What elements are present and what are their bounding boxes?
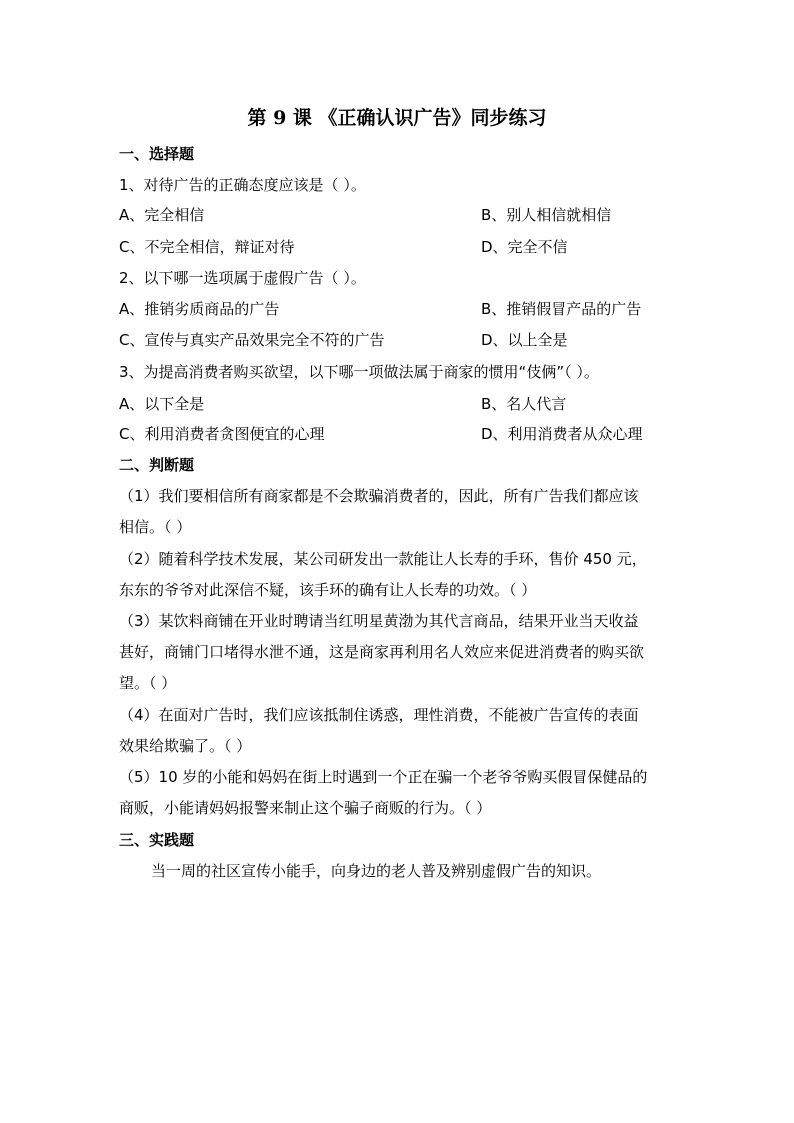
judge-4-line-1: （4）在面对广告时，我们应该抵制住诱惑，理性消费，不能被广告宣传的表面 <box>119 706 639 724</box>
practice-task: 当一周的社区宣传小能手，向身边的老人普及辨别虚假广告的知识。 <box>151 862 602 880</box>
judge-1-line-1: （1）我们要相信所有商家都是不会欺骗消费者的，因此，所有广告我们都应该 <box>119 487 639 505</box>
question-1-option-a: A、完全相信 <box>119 206 205 224</box>
question-3-stem: 3、为提高消费者购买欲望，以下哪一项做法属于商家的惯用“伎俩”（ ）。 <box>119 363 599 381</box>
page-title: 第 9 课 《正确认识广告》同步练习 <box>247 107 547 129</box>
judge-1-line-2: 相信。（ ） <box>119 518 192 536</box>
question-2-option-c: C、宣传与真实产品效果完全不符的广告 <box>119 331 385 349</box>
question-2-stem: 2、以下哪一选项属于虚假广告（ ）。 <box>119 269 366 287</box>
judge-2-line-1: （2）随着科学技术发展，某公司研发出一款能让人长寿的手环，售价 450 元， <box>119 550 647 568</box>
question-2-option-d: D、以上全是 <box>481 331 568 349</box>
judge-3-line-2: 甚好，商铺门口堵得水泄不通，这是商家再利用名人效应来促进消费者的购买欲 <box>119 643 645 661</box>
judge-3-line-3: 望。（ ） <box>119 674 177 692</box>
section-heading-choice: 一、选择题 <box>119 145 195 163</box>
section-heading-judge: 二、判断题 <box>119 456 195 474</box>
question-3-option-b: B、名人代言 <box>481 395 567 413</box>
judge-2-line-2: 东东的爷爷对此深信不疑，该手环的确有让人长寿的功效。（ ） <box>119 581 537 599</box>
question-1-option-d: D、完全不信 <box>481 238 568 256</box>
question-1-option-b: B、别人相信就相信 <box>481 206 612 224</box>
question-3-option-c: C、利用消费者贪图便宜的心理 <box>119 425 325 443</box>
judge-5-line-1: （5）10 岁的小能和妈妈在街上时遇到一个正在骗一个老爷爷购买假冒保健品的 <box>119 768 648 786</box>
question-2-option-b: B、推销假冒产品的广告 <box>481 300 642 318</box>
judge-5-line-2: 商贩，小能请妈妈报警来制止这个骗子商贩的行为。（ ） <box>119 799 492 817</box>
question-1-stem: 1、对待广告的正确态度应该是（ ）。 <box>119 176 366 194</box>
judge-4-line-2: 效果给欺骗了。（ ） <box>119 737 252 755</box>
question-1-option-c: C、不完全相信，辩证对待 <box>119 238 295 256</box>
section-heading-practice: 三、实践题 <box>119 831 195 849</box>
question-3-option-d: D、利用消费者从众心理 <box>481 425 643 443</box>
question-3-option-a: A、以下全是 <box>119 395 205 413</box>
question-2-option-a: A、推销劣质商品的广告 <box>119 300 280 318</box>
judge-3-line-1: （3）某饮料商铺在开业时聘请当红明星黄渤为其代言商品，结果开业当天收益 <box>119 612 639 630</box>
